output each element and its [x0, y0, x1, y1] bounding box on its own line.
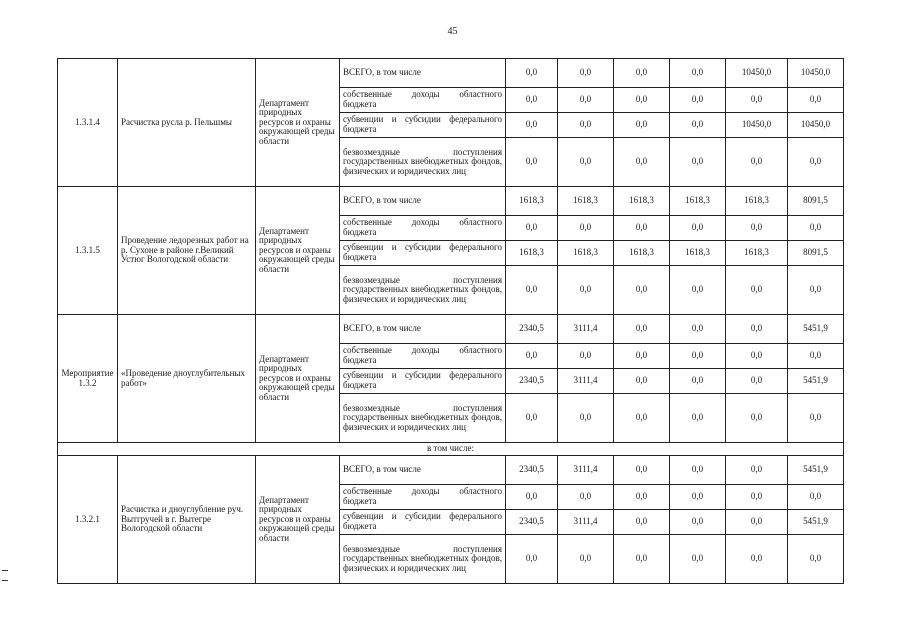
amount-cell: 0,0 — [558, 535, 614, 584]
amount-cell: 3111,4 — [558, 315, 614, 344]
item-executor: Департамент природных ресурсов и охраны окружающей среды области — [256, 187, 340, 315]
amount-cell: 0,0 — [614, 535, 670, 584]
funding-source: субвенции и субсидии федерального бюджета — [340, 510, 506, 535]
item-executor: Департамент природных ресурсов и охраны окружающей среды области — [256, 315, 340, 443]
amount-cell: 0,0 — [726, 315, 788, 344]
funding-source: субвенции и субсидии федерального бюджета — [340, 113, 506, 138]
amount-cell: 0,0 — [788, 216, 844, 241]
amount-cell: 1618,3 — [726, 187, 788, 216]
item-name: Проведение ледорезных работ на р. Сухоне в районе г.Великий Устюг Вологодской области — [118, 187, 256, 315]
amount-cell: 0,0 — [506, 266, 558, 315]
amount-cell: 0,0 — [506, 394, 558, 443]
amount-cell: 0,0 — [788, 535, 844, 584]
amount-cell: 1618,3 — [726, 241, 788, 266]
margin-mark — [2, 570, 8, 571]
amount-cell: 0,0 — [558, 485, 614, 510]
amount-cell: 0,0 — [558, 88, 614, 113]
amount-cell: 0,0 — [726, 369, 788, 394]
amount-cell: 0,0 — [558, 113, 614, 138]
amount-cell: 0,0 — [614, 266, 670, 315]
funding-source: безвозмездные поступления государственных внебюджетных фондов, физических и юридических лиц — [340, 138, 506, 187]
amount-cell: 0,0 — [670, 369, 726, 394]
amount-cell: 1618,3 — [614, 187, 670, 216]
item-executor: Департамент природных ресурсов и охраны окружающей среды области — [256, 456, 340, 584]
amount-cell: 0,0 — [506, 216, 558, 241]
amount-cell: 0,0 — [506, 59, 558, 88]
funding-source: собственные доходы областного бюджета — [340, 216, 506, 241]
item-code: 1.3.1.4 — [58, 59, 118, 187]
amount-cell: 0,0 — [614, 113, 670, 138]
funding-source: ВСЕГО, в том числе — [340, 59, 506, 88]
amount-cell: 0,0 — [614, 394, 670, 443]
amount-cell: 0,0 — [670, 456, 726, 485]
amount-cell: 0,0 — [614, 456, 670, 485]
amount-cell: 0,0 — [558, 59, 614, 88]
funding-source: безвозмездные поступления государственных внебюджетных фондов, физических и юридических лиц — [340, 394, 506, 443]
item-code: Мероприятие 1.3.2 — [58, 315, 118, 443]
funding-source: собственные доходы областного бюджета — [340, 88, 506, 113]
amount-cell: 0,0 — [788, 394, 844, 443]
funding-source: безвозмездные поступления государственных внебюджетных фондов, физических и юридических лиц — [340, 266, 506, 315]
funding-source: ВСЕГО, в том числе — [340, 315, 506, 344]
amount-cell: 3111,4 — [558, 510, 614, 535]
amount-cell: 2340,5 — [506, 456, 558, 485]
amount-cell: 0,0 — [670, 59, 726, 88]
amount-cell: 10450,0 — [788, 113, 844, 138]
amount-cell: 0,0 — [506, 535, 558, 584]
funding-source: субвенции и субсидии федерального бюджета — [340, 241, 506, 266]
amount-cell: 8091,5 — [788, 187, 844, 216]
item-executor: Департамент природных ресурсов и охраны окружающей среды области — [256, 59, 340, 187]
amount-cell: 0,0 — [614, 138, 670, 187]
amount-cell: 0,0 — [558, 138, 614, 187]
amount-cell: 0,0 — [726, 266, 788, 315]
table-row — [58, 456, 844, 485]
amount-cell: 1618,3 — [670, 187, 726, 216]
amount-cell: 0,0 — [614, 216, 670, 241]
amount-cell: 0,0 — [726, 216, 788, 241]
amount-cell: 0,0 — [670, 315, 726, 344]
amount-cell: 10450,0 — [726, 59, 788, 88]
amount-cell: 2340,5 — [506, 369, 558, 394]
amount-cell: 3111,4 — [558, 369, 614, 394]
funding-source: ВСЕГО, в том числе — [340, 187, 506, 216]
separator-row — [58, 443, 844, 456]
amount-cell: 0,0 — [506, 138, 558, 187]
funding-source: ВСЕГО, в том числе — [340, 456, 506, 485]
amount-cell: 0,0 — [788, 266, 844, 315]
amount-cell: 0,0 — [558, 266, 614, 315]
funding-source: субвенции и субсидии федерального бюджета — [340, 369, 506, 394]
amount-cell: 1618,3 — [506, 241, 558, 266]
amount-cell: 0,0 — [726, 138, 788, 187]
amount-cell: 0,0 — [726, 88, 788, 113]
page-number: 45 — [447, 26, 458, 37]
amount-cell: 8091,5 — [788, 241, 844, 266]
amount-cell: 1618,3 — [506, 187, 558, 216]
item-name: «Проведение дноуглубительных работ» — [118, 315, 256, 443]
amount-cell: 0,0 — [670, 266, 726, 315]
amount-cell: 0,0 — [506, 344, 558, 369]
amount-cell: 0,0 — [670, 88, 726, 113]
funding-source: собственные доходы областного бюджета — [340, 344, 506, 369]
amount-cell: 0,0 — [558, 344, 614, 369]
amount-cell: 5451,9 — [788, 510, 844, 535]
budget-table — [57, 58, 844, 584]
funding-source: безвозмездные поступления государственных внебюджетных фондов, физических и юридических лиц — [340, 535, 506, 584]
amount-cell: 0,0 — [614, 344, 670, 369]
amount-cell: 10450,0 — [788, 59, 844, 88]
amount-cell: 0,0 — [788, 88, 844, 113]
table-row — [58, 187, 844, 216]
item-code: 1.3.2.1 — [58, 456, 118, 584]
margin-mark — [2, 580, 8, 581]
amount-cell: 0,0 — [506, 485, 558, 510]
amount-cell: 0,0 — [670, 535, 726, 584]
amount-cell: 0,0 — [558, 216, 614, 241]
amount-cell: 0,0 — [614, 315, 670, 344]
amount-cell: 0,0 — [614, 88, 670, 113]
item-name: Расчистка русла р. Пельшмы — [118, 59, 256, 187]
amount-cell: 0,0 — [726, 485, 788, 510]
table-body — [58, 59, 844, 584]
table-row — [58, 59, 844, 88]
amount-cell: 1618,3 — [614, 241, 670, 266]
amount-cell: 0,0 — [506, 113, 558, 138]
amount-cell: 0,0 — [788, 485, 844, 510]
amount-cell: 0,0 — [788, 138, 844, 187]
amount-cell: 0,0 — [670, 485, 726, 510]
amount-cell: 2340,5 — [506, 315, 558, 344]
amount-cell: 0,0 — [670, 510, 726, 535]
amount-cell: 1618,3 — [558, 187, 614, 216]
amount-cell: 1618,3 — [670, 241, 726, 266]
item-code: 1.3.1.5 — [58, 187, 118, 315]
amount-cell: 0,0 — [614, 510, 670, 535]
amount-cell: 0,0 — [614, 59, 670, 88]
amount-cell: 0,0 — [670, 344, 726, 369]
amount-cell: 0,0 — [726, 510, 788, 535]
amount-cell: 0,0 — [670, 216, 726, 241]
amount-cell: 5451,9 — [788, 456, 844, 485]
amount-cell: 0,0 — [726, 535, 788, 584]
amount-cell: 3111,4 — [558, 456, 614, 485]
amount-cell: 0,0 — [670, 138, 726, 187]
item-name: Расчистка и дноуглубление руч. Вытгручей в г. Вытегре Вологодской области — [118, 456, 256, 584]
table-row — [58, 315, 844, 344]
amount-cell: 0,0 — [506, 88, 558, 113]
amount-cell: 1618,3 — [558, 241, 614, 266]
separator-label: в том числе: — [58, 443, 844, 456]
amount-cell: 0,0 — [670, 394, 726, 443]
amount-cell: 0,0 — [726, 344, 788, 369]
amount-cell: 0,0 — [726, 394, 788, 443]
amount-cell: 0,0 — [670, 113, 726, 138]
amount-cell: 10450,0 — [726, 113, 788, 138]
amount-cell: 5451,9 — [788, 315, 844, 344]
amount-cell: 0,0 — [558, 394, 614, 443]
funding-source: собственные доходы областного бюджета — [340, 485, 506, 510]
amount-cell: 0,0 — [788, 344, 844, 369]
amount-cell: 5451,9 — [788, 369, 844, 394]
amount-cell: 0,0 — [614, 485, 670, 510]
amount-cell: 0,0 — [726, 456, 788, 485]
amount-cell: 0,0 — [614, 369, 670, 394]
amount-cell: 2340,5 — [506, 510, 558, 535]
